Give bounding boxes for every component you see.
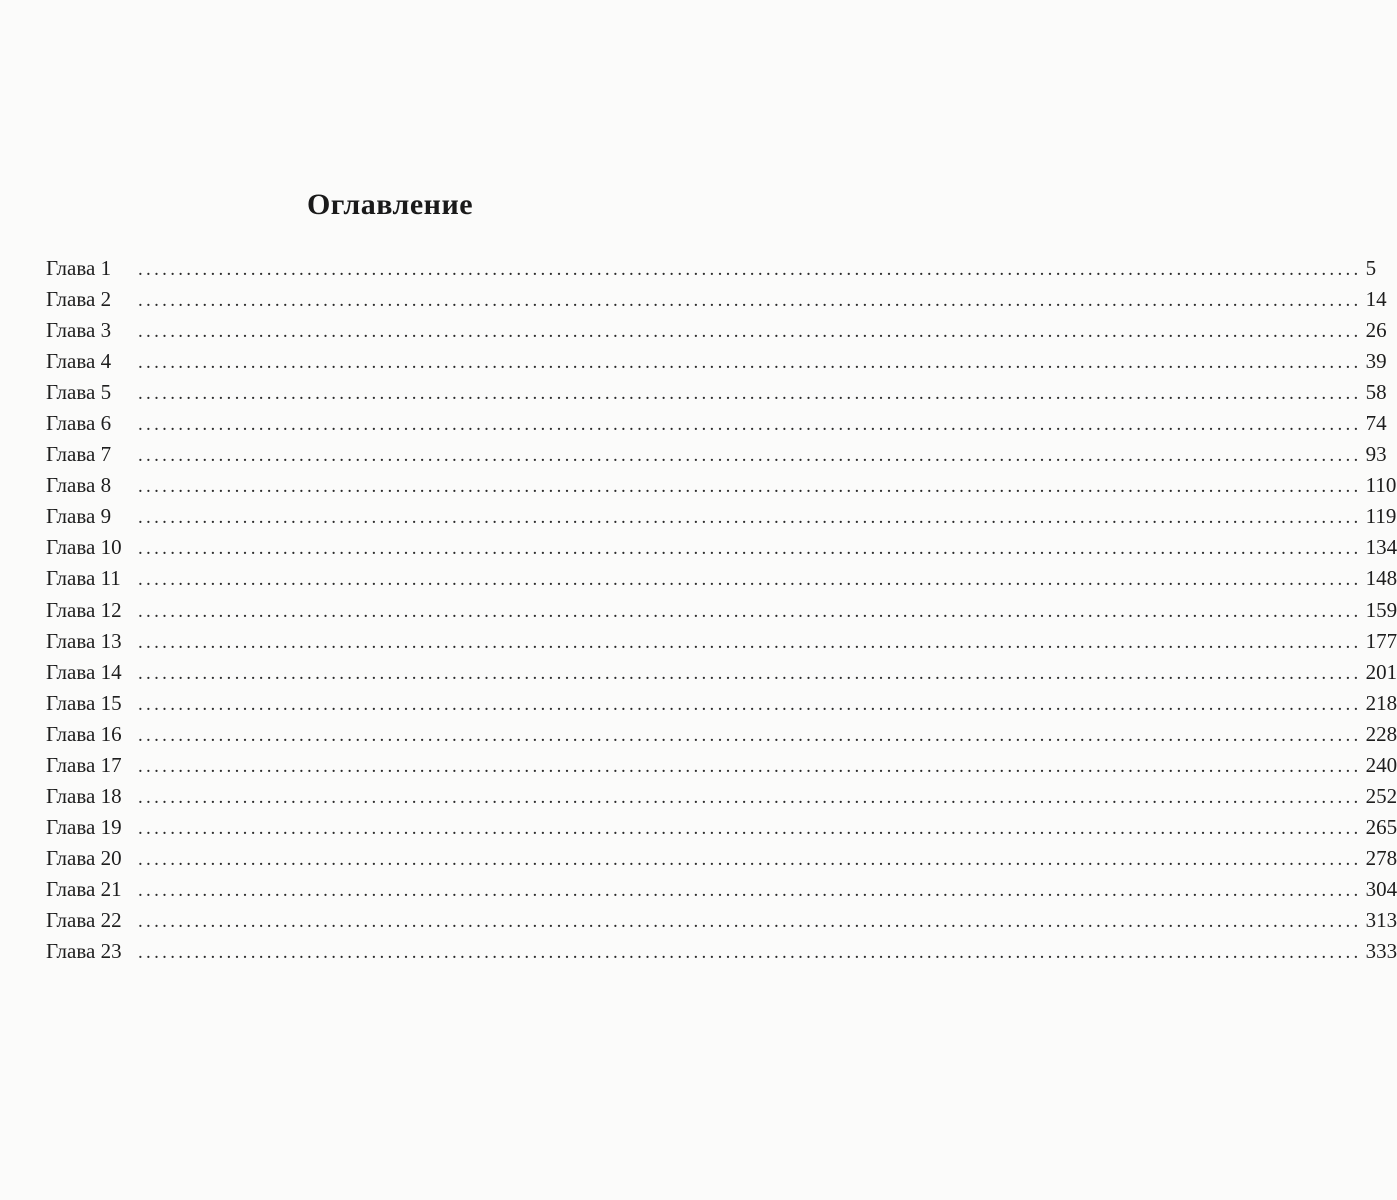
toc-list bbox=[46, 253, 1397, 967]
toc-entry-page-number: 177 bbox=[1365, 628, 1397, 653]
toc-entry-page-number: 304 bbox=[1365, 876, 1397, 901]
toc-entry bbox=[46, 626, 1397, 657]
toc-entry-page-number: 240 bbox=[1365, 752, 1397, 777]
toc-entry bbox=[46, 750, 1397, 781]
toc-entry-label: Глава 15 bbox=[46, 690, 122, 715]
toc-entry bbox=[46, 812, 1397, 843]
toc-entry-label: Глава 16 bbox=[46, 721, 122, 746]
toc-entry bbox=[46, 657, 1397, 688]
toc-entry-label: Глава 11 bbox=[46, 566, 121, 591]
toc-entry-page-number: 148 bbox=[1365, 566, 1397, 591]
toc-entry bbox=[46, 563, 1397, 594]
toc-entry-page-number: 119 bbox=[1365, 504, 1397, 529]
toc-dot-leader: ........................................................................................................................................................ bbox=[138, 476, 1362, 498]
toc-entry-page-number: 228 bbox=[1365, 721, 1397, 746]
toc-dot-leader: ........................................................................................................................................................ bbox=[138, 662, 1362, 684]
toc-entry-page-number: 278 bbox=[1365, 845, 1397, 870]
toc-entry bbox=[46, 284, 1387, 315]
toc-entry-page-number: 134 bbox=[1365, 535, 1397, 560]
toc-dot-leader: ........................................................................................................................................................ bbox=[138, 383, 1362, 405]
toc-dot-leader: ........................................................................................................................................................ bbox=[138, 879, 1362, 901]
toc-dot-leader: ........................................................................................................................................................ bbox=[138, 352, 1362, 374]
toc-entry bbox=[46, 936, 1397, 967]
toc-entry-label: Глава 12 bbox=[46, 597, 122, 622]
toc-dot-leader: ........................................................................................................................................................ bbox=[138, 538, 1362, 560]
toc-entry-label: Глава 20 bbox=[46, 845, 122, 870]
toc-entry-page-number: 14 bbox=[1365, 287, 1387, 312]
toc-entry bbox=[46, 253, 1377, 284]
toc-dot-leader: ........................................................................................................................................................ bbox=[138, 631, 1362, 653]
toc-dot-leader: ........................................................................................................................................................ bbox=[138, 414, 1362, 436]
toc-dot-leader: ........................................................................................................................................................ bbox=[138, 817, 1362, 839]
toc-entry-label: Глава 23 bbox=[46, 939, 122, 964]
toc-dot-leader: ........................................................................................................................................................ bbox=[138, 290, 1362, 312]
toc-entry bbox=[46, 408, 1387, 439]
toc-entry-label: Глава 2 bbox=[46, 287, 112, 312]
toc-entry bbox=[46, 532, 1397, 563]
toc-title: Оглавление bbox=[306, 188, 474, 221]
toc-entry-label: Глава 4 bbox=[46, 349, 112, 374]
toc-entry bbox=[46, 843, 1397, 874]
toc-entry-label: Глава 18 bbox=[46, 783, 122, 808]
toc-dot-leader: ........................................................................................................................................................ bbox=[138, 942, 1362, 964]
toc-entry bbox=[46, 346, 1387, 377]
toc-entry bbox=[46, 470, 1397, 501]
toc-entry-label: Глава 19 bbox=[46, 814, 122, 839]
toc-dot-leader: ........................................................................................................................................................ bbox=[138, 910, 1362, 932]
toc-dot-leader: ........................................................................................................................................................ bbox=[138, 848, 1362, 870]
toc-dot-leader: ........................................................................................................................................................ bbox=[138, 507, 1362, 529]
toc-entry bbox=[46, 874, 1397, 905]
toc-entry-page-number: 159 bbox=[1365, 597, 1397, 622]
toc-entry-label: Глава 17 bbox=[46, 752, 122, 777]
toc-entry-page-number: 58 bbox=[1365, 380, 1387, 405]
toc-entry-label: Глава 21 bbox=[46, 876, 122, 901]
toc-entry-page-number: 218 bbox=[1365, 690, 1397, 715]
toc-dot-leader: ........................................................................................................................................................ bbox=[138, 755, 1362, 777]
toc-dot-leader: ........................................................................................................................................................ bbox=[138, 786, 1362, 808]
toc-entry bbox=[46, 315, 1387, 346]
toc-entry bbox=[46, 501, 1397, 532]
toc-entry-page-number: 333 bbox=[1365, 939, 1397, 964]
toc-dot-leader: ........................................................................................................................................................ bbox=[138, 445, 1362, 467]
toc-entry-page-number: 265 bbox=[1365, 814, 1397, 839]
toc-entry-label: Глава 3 bbox=[46, 318, 112, 343]
toc-entry-page-number: 313 bbox=[1365, 907, 1397, 932]
toc-entry bbox=[46, 377, 1387, 408]
toc-entry-page-number: 39 bbox=[1365, 349, 1387, 374]
toc-entry-label: Глава 8 bbox=[46, 473, 112, 498]
toc-entry bbox=[46, 439, 1387, 470]
toc-entry bbox=[46, 905, 1397, 936]
toc-entry-label: Глава 1 bbox=[46, 256, 112, 280]
toc-entry-page-number: 252 bbox=[1365, 783, 1397, 808]
toc-entry-label: Глава 6 bbox=[46, 411, 112, 436]
toc-entry-label: Глава 10 bbox=[46, 535, 122, 560]
toc-entry-label: Глава 7 bbox=[46, 442, 112, 467]
toc-entry-label: Глава 22 bbox=[46, 907, 122, 932]
toc-dot-leader: ........................................................................................................................................................ bbox=[138, 724, 1362, 746]
toc-entry bbox=[46, 595, 1397, 626]
toc-entry bbox=[46, 781, 1397, 812]
toc-entry-page-number: 201 bbox=[1365, 659, 1397, 684]
toc-entry-label: Глава 9 bbox=[46, 504, 112, 529]
toc-entry-label: Глава 5 bbox=[46, 380, 112, 405]
toc-entry bbox=[46, 688, 1397, 719]
toc-entry bbox=[46, 719, 1397, 750]
toc-dot-leader: ........................................................................................................................................................ bbox=[138, 693, 1362, 715]
toc-dot-leader: ........................................................................................................................................................ bbox=[138, 321, 1362, 343]
toc-entry-page-number: 110 bbox=[1365, 473, 1397, 498]
toc-entry-page-number: 93 bbox=[1365, 442, 1387, 467]
toc-dot-leader: ........................................................................................................................................................ bbox=[138, 569, 1362, 591]
toc-dot-leader: ........................................................................................................................................................ bbox=[138, 259, 1362, 280]
toc-entry-label: Глава 13 bbox=[46, 628, 122, 653]
toc-entry-page-number: 5 bbox=[1365, 256, 1377, 280]
toc-dot-leader: ........................................................................................................................................................ bbox=[138, 600, 1362, 622]
toc-entry-page-number: 74 bbox=[1365, 411, 1387, 436]
toc-entry-label: Глава 14 bbox=[46, 659, 122, 684]
toc-entry-page-number: 26 bbox=[1365, 318, 1387, 343]
